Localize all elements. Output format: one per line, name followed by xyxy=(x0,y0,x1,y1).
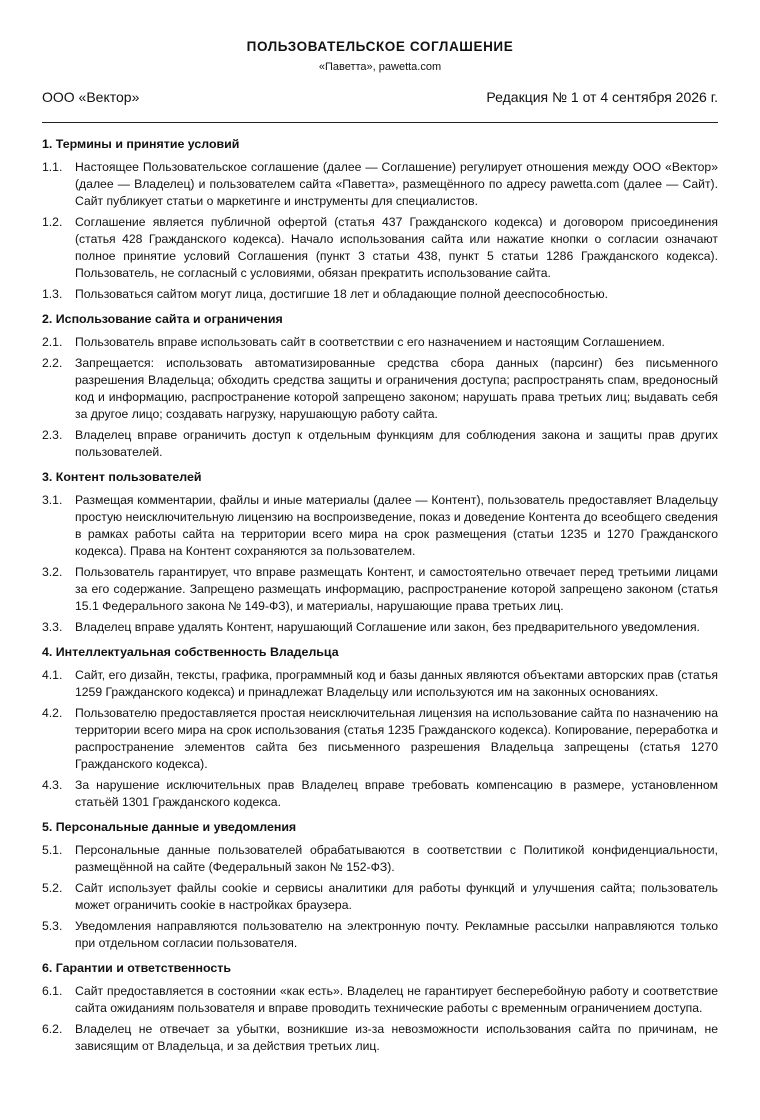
clause xyxy=(42,983,718,1017)
document-meta xyxy=(42,88,718,106)
clause xyxy=(42,214,718,282)
clause-text: Запрещается: использовать автоматизированные средства сбора данных (парсинг) без письменного разрешения Владельца; обходить средства защиты и ограничения доступа; распространять спам, вредоносный код и информацию, распространение которой запрещено законом; нарушать права третьих лиц; выдавать себя за другое лицо; создавать нагрузку, нарушающую работу сайта. xyxy=(75,356,718,421)
clause-text: Владелец вправе удалять Контент, нарушающий Соглашение или закон, без предварительного уведомления. xyxy=(75,620,700,634)
revision-info: Редакция № 1 от 4 сентября 2026 г. xyxy=(486,89,718,105)
section-heading: 1. Термины и принятие условий xyxy=(42,137,240,151)
company-name: ООО «Вектор» xyxy=(42,89,140,105)
clause-text: Пользоваться сайтом могут лица, достигшие 18 лет и обладающие полной дееспособностью. xyxy=(75,287,608,301)
sections-container xyxy=(42,136,718,1055)
clause-text: Пользователь вправе использовать сайт в соответствии с его назначением и настоящим Соглашением. xyxy=(75,335,665,349)
clause-text: Сайт предоставляется в состоянии «как есть». Владелец не гарантирует бесперебойную работу и соответствие сайта ожиданиям пользователя и вправе проводить технические работы с временным ограничением доступа. xyxy=(75,984,718,1015)
clause-number: 3.3. xyxy=(42,620,63,634)
clause-text: Уведомления направляются пользователю на электронную почту. Рекламные рассылки направляются только при отдельном согласии пользователя. xyxy=(75,919,718,950)
clause-number: 6.2. xyxy=(42,1022,63,1036)
section xyxy=(42,819,718,952)
clause xyxy=(42,667,718,701)
clause xyxy=(42,355,718,423)
clause-number: 1.2. xyxy=(42,215,63,229)
clause-text: За нарушение исключительных прав Владелец вправе требовать компенсацию в размере, установленном статьёй 1301 Гражданского кодекса. xyxy=(75,778,718,809)
clause xyxy=(42,492,718,560)
header-divider xyxy=(42,122,718,123)
clause-text: Сайт, его дизайн, тексты, графика, программный код и базы данных являются объектами авторских прав (статья 1259 Гражданского кодекса) и принадлежат Владельцу или используются им на законных основаниях. xyxy=(75,668,718,699)
clause xyxy=(42,564,718,615)
clause-number: 1.3. xyxy=(42,287,63,301)
clause-number: 4.3. xyxy=(42,778,63,792)
clause-number: 4.1. xyxy=(42,668,63,682)
clause-number: 5.2. xyxy=(42,881,63,895)
section-heading: 4. Интеллектуальная собственность Владельца xyxy=(42,645,339,659)
section xyxy=(42,960,718,1055)
section-heading: 6. Гарантии и ответственность xyxy=(42,961,231,975)
section xyxy=(42,469,718,636)
clause-text: Настоящее Пользовательское соглашение (далее — Соглашение) регулирует отношения между ООО «Вектор» (далее — Владелец) и пользователем сайта «Паветта», размещённого по адресу pawetta.com (далее — Сайт). Сайт публикует статьи о маркетинге и инструменты для специалистов. xyxy=(75,160,718,208)
section-heading: 2. Использование сайта и ограничения xyxy=(42,312,283,326)
clause-number: 2.1. xyxy=(42,335,63,349)
clause-number: 2.2. xyxy=(42,356,63,370)
clause-text: Пользователь гарантирует, что вправе размещать Контент, и самостоятельно отвечает перед третьими лицами за его содержание. Запрещено размещать информацию, распространение которой запрещено законом (статья 15.1 Федерального закона № 149-ФЗ), и материалы, нарушающие права третьих лиц. xyxy=(75,565,718,613)
clause-number: 6.1. xyxy=(42,984,63,998)
clause-number: 5.3. xyxy=(42,919,63,933)
clause-number: 4.2. xyxy=(42,706,63,720)
clause-number: 5.1. xyxy=(42,843,63,857)
clause-text: Персональные данные пользователей обрабатываются в соответствии с Политикой конфиденциальности, размещённой на сайте (Федеральный закон № 152-ФЗ). xyxy=(75,843,718,874)
clause xyxy=(42,1021,718,1055)
document-title: ПОЛЬЗОВАТЕЛЬСКОЕ СОГЛАШЕНИЕ xyxy=(246,39,514,54)
section-heading: 3. Контент пользователей xyxy=(42,470,202,484)
clause-text: Соглашение является публичной офертой (статья 437 Гражданского кодекса) и договором присоединения (статья 428 Гражданского кодекса). Начало использования сайта или нажатие кнопки о согласии означают полное принятие условий Соглашения (пункт 3 статьи 438, пункт 5 статьи 1286 Гражданского кодекса). Пользователь, не согласный с условиями, обязан прекратить использование сайта. xyxy=(75,215,718,280)
clause xyxy=(42,427,718,461)
section xyxy=(42,644,718,811)
clause xyxy=(42,918,718,952)
clause-text: Размещая комментарии, файлы и иные материалы (далее — Контент), пользователь предоставляет Владельцу простую неисключительную лицензию на воспроизведение, показ и доведение Контента до всеобщего сведения в рамках работы сайта на территории всего мира на срок размещения (статьи 1235 и 1270 Гражданского кодекса). Права на Контент сохраняются за пользователем. xyxy=(75,493,718,558)
clause xyxy=(42,705,718,773)
clause xyxy=(42,880,718,914)
clause-text: Пользователю предоставляется простая неисключительная лицензия на использование сайта по назначению на территории всего мира на срок использования (статья 1235 Гражданского кодекса). Копирование, переработка и распространение элементов сайта без письменного разрешения Владельца запрещены (статья 1270 Гражданского кодекса). xyxy=(75,706,718,771)
clause-text: Сайт использует файлы cookie и сервисы аналитики для работы функций и улучшения сайта; пользователь может ограничить cookie в настройках браузера. xyxy=(75,881,718,912)
document-subtitle: «Паветта», pawetta.com xyxy=(318,61,442,73)
clause-number: 1.1. xyxy=(42,160,63,174)
clause-number: 2.3. xyxy=(42,428,63,442)
section xyxy=(42,311,718,461)
clause-text: Владелец вправе ограничить доступ к отдельным функциям для соблюдения закона и защиты прав других пользователей. xyxy=(75,428,718,459)
clause xyxy=(42,286,718,303)
clause xyxy=(42,159,718,210)
clause-number: 3.2. xyxy=(42,565,63,579)
section xyxy=(42,136,718,303)
section-heading: 5. Персональные данные и уведомления xyxy=(42,820,297,834)
clause xyxy=(42,842,718,876)
clause-text: Владелец не отвечает за убытки, возникшие из-за невозможности использования сайта по причинам, не зависящим от Владельца, и за действия третьих лиц. xyxy=(75,1022,718,1053)
clause-number: 3.1. xyxy=(42,493,63,507)
clause xyxy=(42,777,718,811)
clause xyxy=(42,619,718,636)
clause xyxy=(42,334,718,351)
